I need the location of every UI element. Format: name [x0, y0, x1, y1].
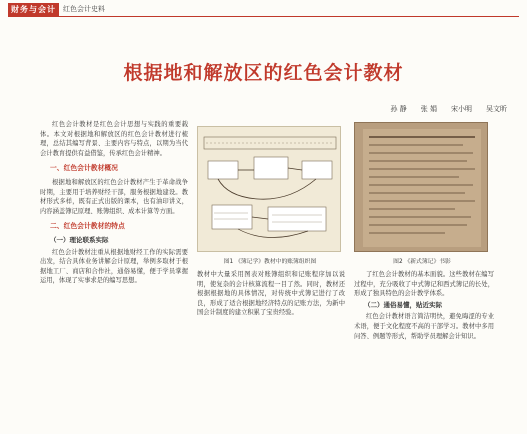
section-heading: 一、红色会计教材概况 — [50, 164, 118, 173]
journal-logo: 财务与会计 — [8, 3, 59, 16]
body-paragraph: 教材中大量采用图表对账簿组织和记账程序加以说明，使复杂的会计核算流程一目了然。同时，教材还根据根据地的具体情况，对传统中式簿记进行了改良，形成了适合根据地经济特点的记账方法，为新中国会计制度的建立积累了宝贵经验。 — [197, 271, 345, 317]
figure-caption: 图1 《簿记学》教材中的账簿组织图 — [223, 259, 317, 265]
text-column-left — [40, 120, 188, 286]
body-paragraph: 了红色会计教材的基本面貌。这些教材在编写过程中，充分吸收了中式簿记和西式簿记的长处，形成了独具特色的会计教学体系。 — [354, 271, 494, 298]
header-divider — [8, 16, 519, 17]
author: 吴文昕 — [486, 105, 507, 113]
figure-ledger-diagram — [197, 126, 341, 252]
ledger-diagram-image — [198, 127, 341, 252]
author: 孙 静 — [390, 105, 407, 113]
text-column-middle — [197, 270, 345, 318]
author-list — [391, 104, 507, 114]
author: 张 娟 — [420, 105, 437, 113]
body-paragraph: 根据地和解放区的红色会计教材产生于革命战争时期，主要用于培养财经干部，服务根据地建设。教材形式多样，既有正式出版的课本，也有油印讲义，内容涵盖簿记原理、账簿组织、成本计算等方面。 — [40, 178, 188, 215]
body-paragraph: 红色会计教材注重从根据地财经工作的实际需要出发，结合具体业务讲解会计原理，举例多取材于根据地工厂、商店和合作社，通俗易懂，便于学员掌握运用，体现了实事求是的编写思想。 — [40, 248, 188, 285]
figure-book-photo — [354, 122, 488, 252]
article-title: 根据地和解放区的红色会计教材 — [123, 62, 404, 84]
book-page-image — [355, 123, 488, 252]
section-heading: 二、红色会计教材的特点 — [50, 222, 125, 231]
intro-paragraph: 红色会计教材是红色会计思想与实践的重要载体。本文对根据地和解放区的红色会计教材进行梳理，总结其编写背景、主要内容与特点，以期为当代会计教育提供有益借鉴，传承红色会计精神。 — [40, 121, 188, 157]
subsection-heading: （二）通俗易懂，贴近实际 — [364, 300, 442, 309]
author: 宋小明 — [451, 105, 472, 113]
journal-header — [8, 3, 105, 15]
text-column-right — [354, 270, 494, 341]
body-paragraph: 红色会计教材语言简洁明快，避免晦涩的专业术语，便于文化程度不高的干部学习。教材中多用问答、例题等形式，帮助学员理解会计知识。 — [354, 313, 494, 340]
subsection-heading: （一）理论联系实际 — [50, 235, 109, 244]
column-label: 红色会计史料 — [63, 5, 105, 13]
figure-caption: 图2 《新式簿记》书影 — [393, 259, 451, 265]
